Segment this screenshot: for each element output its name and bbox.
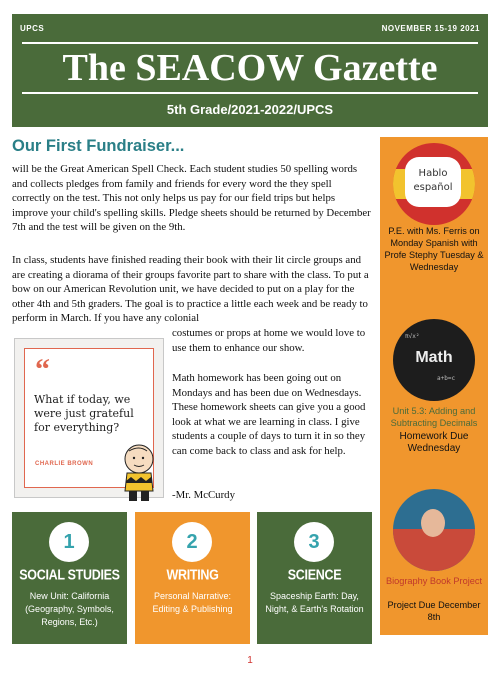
project-due-label: Project Due December 8th xyxy=(387,600,481,622)
article-paragraph-fundraiser: will be the Great American Spell Check. Each student studies 50 spelling words and collects pledges from family and friends for every word the they spell correctly on the test. This not only helps us pay for our field trips but helps improve your child's spelling skills. Pledge sheets should be returned by December 7th and the test will be given on the 9th. xyxy=(12,163,371,233)
card-social-studies xyxy=(12,512,127,644)
card-science xyxy=(257,512,372,644)
chalk-marks: a+b=c xyxy=(437,375,456,382)
card-title: SCIENCE xyxy=(287,566,342,584)
spanish-badge-image xyxy=(393,143,475,225)
article-paragraph-class: In class, students have finished reading their book with their lit circle groups and are creating a diorama of their groups favorite part to share with the class. To put a bow on our American Revolution unit, we have decided to put on a play for the other 4th and 5th graders. The goal is to practice a little each week and be ready to perform in March. If you have any colonial xyxy=(12,254,369,324)
card-writing xyxy=(135,512,250,644)
math-chalkboard-image xyxy=(393,319,475,401)
student-figure xyxy=(421,509,445,537)
math-image-label: Math xyxy=(415,349,453,366)
quote-text: What if today, we were just grateful for everything? xyxy=(34,393,134,434)
article-paragraph-math: Math homework has been going out on Mondays and has been due on Wednesdays. These homework sheets can give you a good look at what we are learning in class. I give students a couple of days to turn it in so they can come back to class and ask for help. xyxy=(172,372,366,457)
article-signature: -Mr. McCurdy xyxy=(172,489,235,501)
card-title: WRITING xyxy=(166,566,219,584)
card-number-badge: 3 xyxy=(294,522,334,562)
chalk-marks: π√x² xyxy=(405,333,420,340)
newsletter-title: The SEACOW Gazette xyxy=(22,42,478,94)
header-top-row xyxy=(20,24,480,33)
page-number: 1 xyxy=(247,655,253,666)
card-title: SOCIAL STUDIES xyxy=(19,566,120,584)
biography-project-label: Biography Book Project xyxy=(385,576,482,586)
card-description: New Unit: California (Geography, Symbols, Regions, Etc.) xyxy=(25,591,114,627)
specials-schedule: P.E. with Ms. Ferris on Monday Spanish with Profe Stephy Tuesday & Wednesday xyxy=(384,226,484,272)
school-label: UPCS xyxy=(20,24,45,33)
card-description: Personal Narrative: Editing & Publishing xyxy=(152,591,233,614)
quote-author: CHARLIE BROWN xyxy=(35,461,94,467)
biography-photo xyxy=(393,489,475,571)
charlie-brown-icon xyxy=(119,443,159,505)
homework-due-label: Homework Due Wednesday xyxy=(399,431,469,454)
article-paragraph-costumes: costumes or props at home we would love to use them to enhance our show. xyxy=(172,327,366,354)
masthead-banner xyxy=(12,14,488,127)
speech-bubble: Hablo español xyxy=(405,157,461,207)
card-number-badge: 1 xyxy=(49,522,89,562)
newsletter-subtitle: 5th Grade/2021-2022/UPCS xyxy=(166,102,334,117)
issue-date: NOVEMBER 15-19 2021 xyxy=(381,24,480,33)
quote-image xyxy=(14,338,164,498)
math-unit-label: Unit 5.3: Adding and Subtracting Decimals xyxy=(390,406,478,428)
article-title: Our First Fundraiser... xyxy=(12,137,185,155)
quote-mark-icon: “ xyxy=(35,353,50,386)
card-number-badge: 2 xyxy=(172,522,212,562)
sidebar-panel xyxy=(380,137,488,635)
card-description: Spaceship Earth: Day, Night, & Earth's Rotation xyxy=(265,591,364,614)
